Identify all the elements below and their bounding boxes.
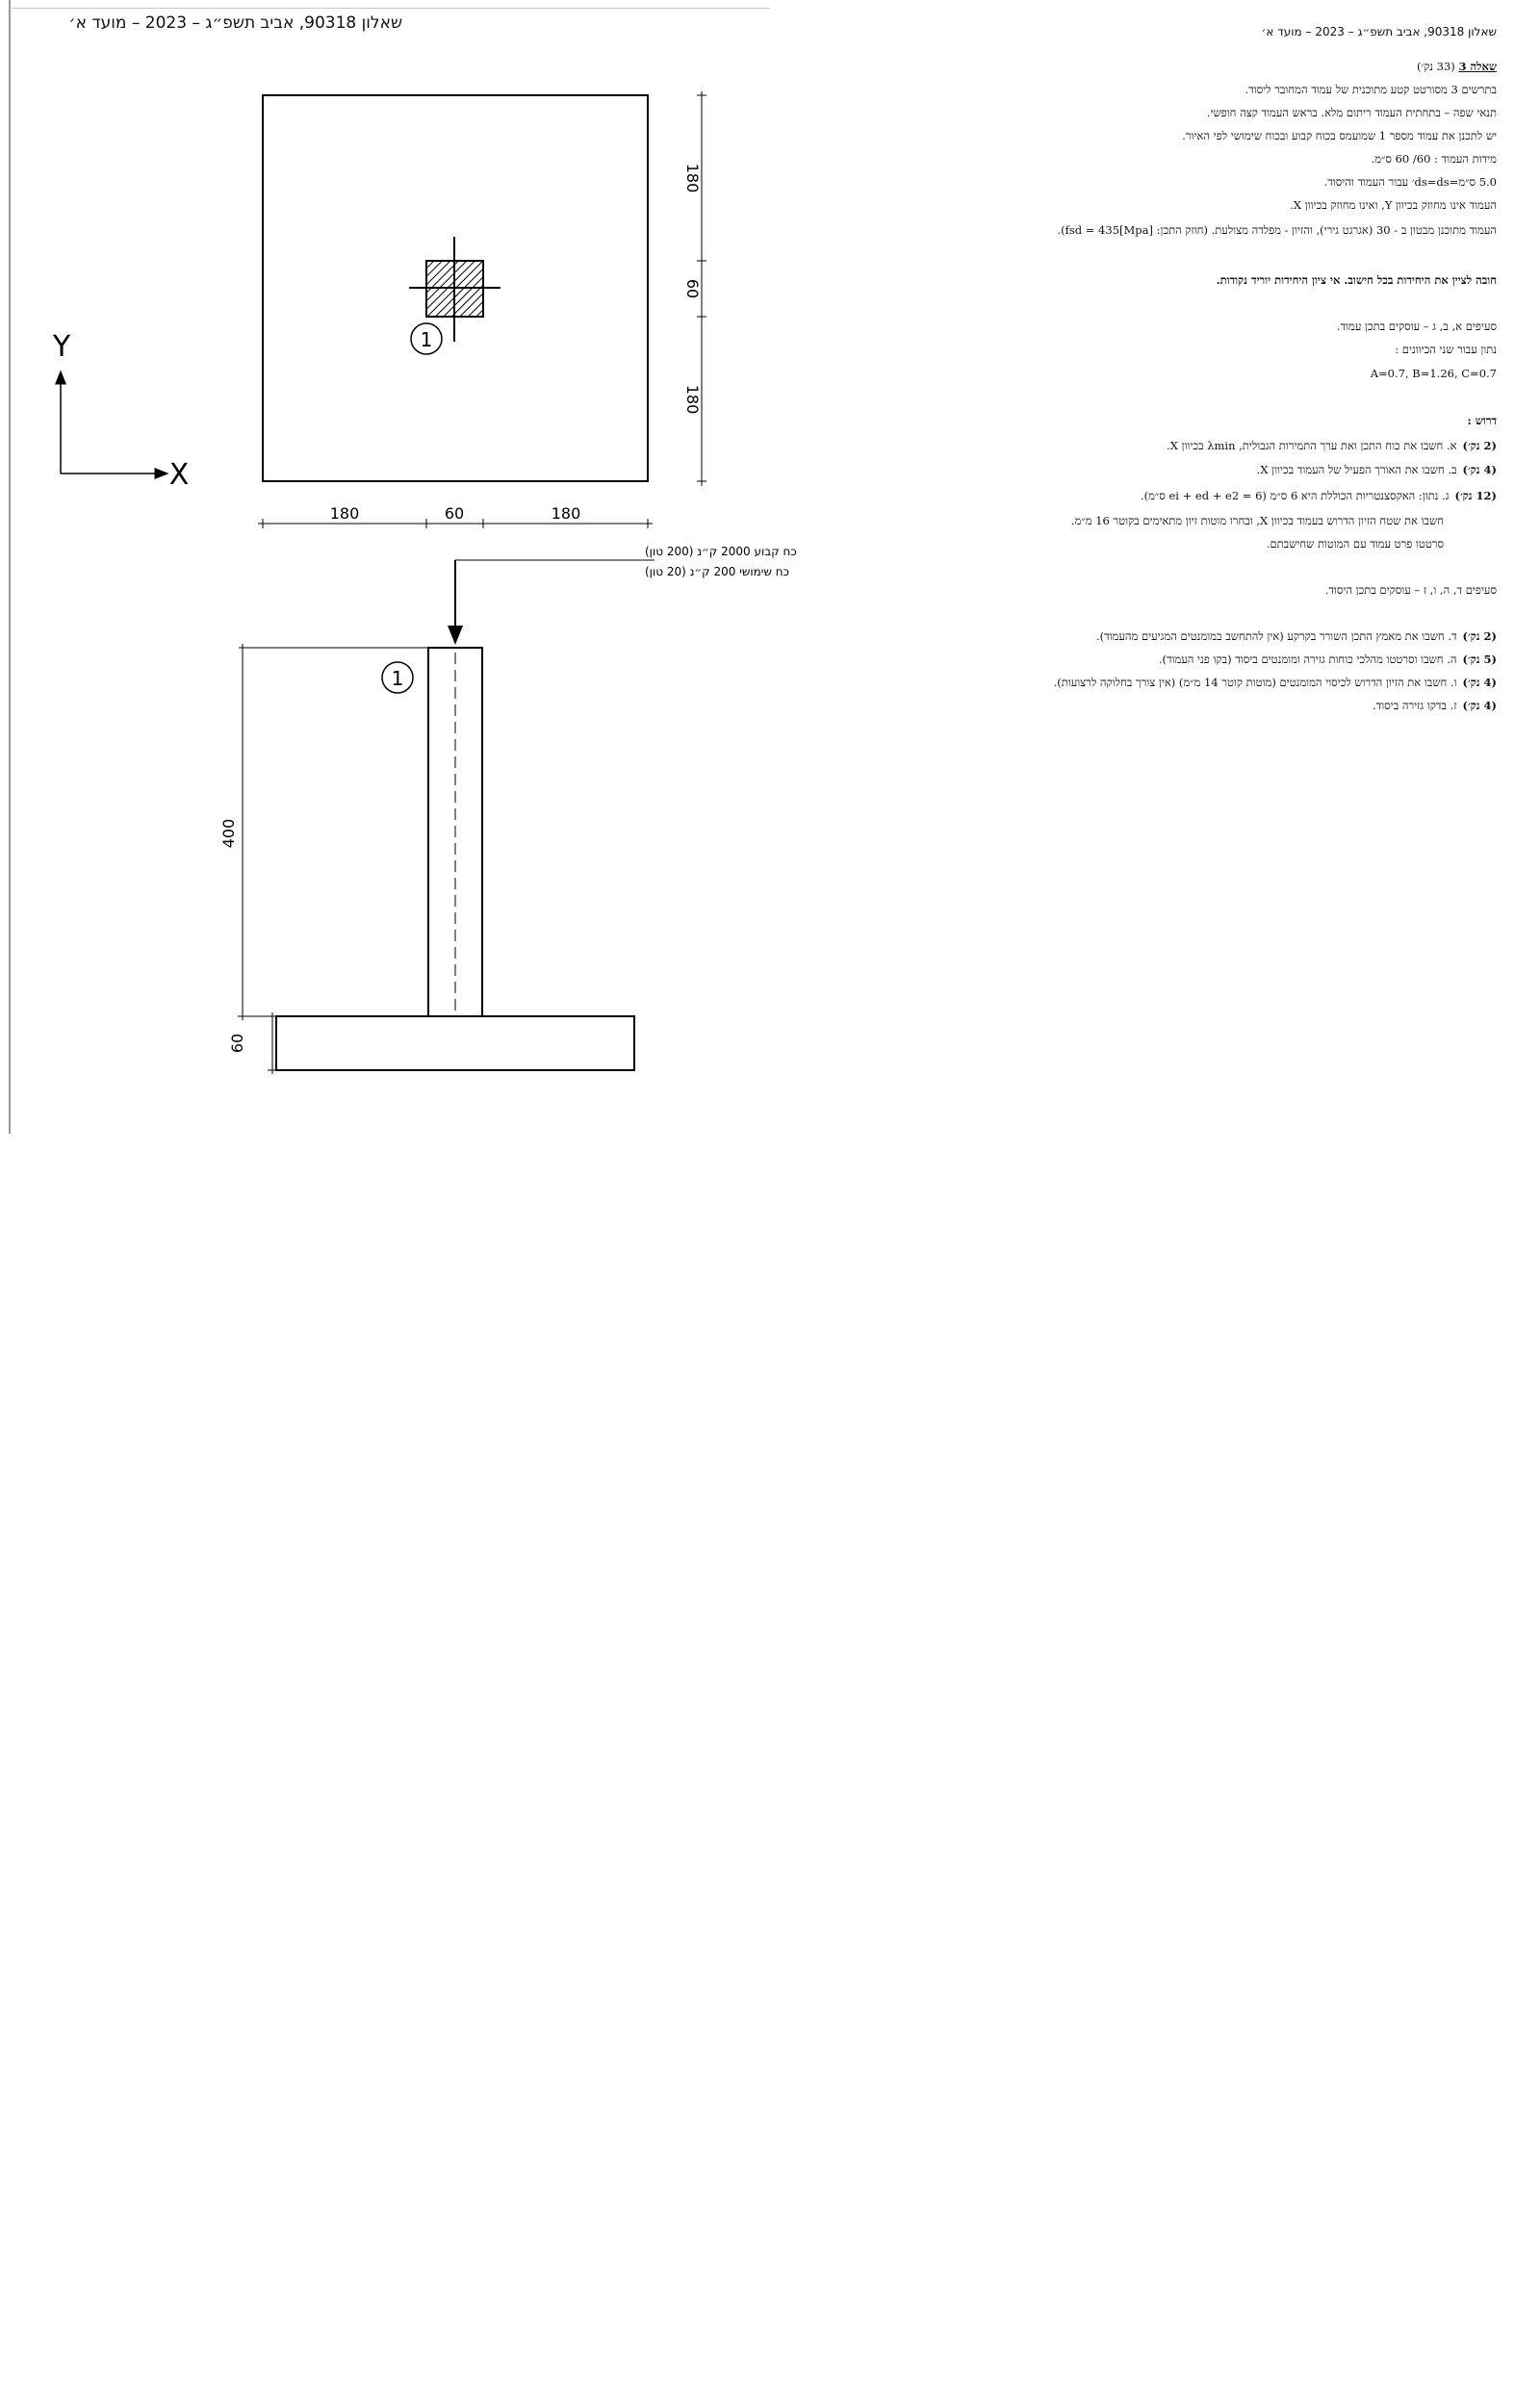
item-b-text: ב. חשבו את האורך הפעיל של העמוד בכיוון X. [1256, 463, 1457, 476]
question-title: שאלה 3 [1458, 60, 1497, 73]
drawing-canvas [0, 0, 797, 1136]
dim-bottom-left: 180 [329, 504, 360, 523]
item-g [1373, 699, 1497, 712]
item-e [1159, 653, 1497, 666]
item-f [1054, 676, 1497, 689]
dim-footing-height: 60 [228, 1033, 246, 1054]
question-title-line [1417, 60, 1497, 73]
item-c-cont-1: חשבו את שטח הזיון הדרוש בעמוד בכיוון X, ובחרו מוטות זיון מתאימים בקוטר 16 מ״מ. [1070, 514, 1444, 527]
item-g-text: ז. בדקו גזירה ביסוד. [1373, 699, 1457, 712]
item-a-points: (2 נק׳) [1462, 439, 1497, 452]
item-a-text: א. חשבו את כוח התכן ואת ערך התמירות הגבולית, λmin בכיוון X. [1167, 439, 1457, 452]
required-heading: דרוש : [1467, 414, 1497, 427]
intro-line-7: העמוד מתוכנן מבטון ב - 30 (אגרגט גירי), והזיון - מפלדה מצולעת. (חוזק התכן: fsd = 435[Mpa]). [1057, 223, 1497, 237]
dim-right-bottom: 180 [683, 384, 702, 415]
item-c-points: (12 נק׳) [1454, 489, 1497, 502]
intro-line-5: 5.0 ס״מ=ds=ds׳ עבור העמוד והיסוד. [1323, 175, 1497, 189]
item-e-text: ה. חשבו וסרטטו מהלכי כוחות גזירה ומומנטים ביסוד (בקו פני העמוד). [1158, 653, 1457, 666]
dim-bottom-mid: 60 [444, 504, 465, 523]
axes [52, 330, 189, 492]
live-load-label: כח שימושי 200 ק״נ (20 טון) [645, 565, 789, 578]
dim-right-top: 180 [683, 163, 702, 193]
item-d-text: ד. חשבו את מאמץ התכן השורר בקרקע (אין להתחשב במומנטים המגיעים מהעמוד). [1095, 629, 1457, 643]
item-f-text: ו. חשבו את הזיון הדרוש לכיסוי המומנטים (מוטות קוטר 14 מ״מ) (אין צורך בחלוקה לרצועות). [1053, 676, 1457, 689]
right-page-header: שאלון 90318, אביב תשפ״ג – 2023 – מועד א׳ [1261, 25, 1497, 38]
item-g-points: (4 נק׳) [1462, 699, 1497, 712]
item-c-cont-2: סרטטו פרט עמוד עם המוטות שחישבתם. [1266, 537, 1444, 550]
dim-right-mid: 60 [683, 278, 702, 299]
left-page-header: שאלון 90318, אביב תשפ״ג – 2023 – מועד א׳ [68, 13, 402, 33]
section-abc: סעיפים א, ב, ג – עוסקים בתכן עמוד. [1336, 320, 1497, 333]
section-defz: סעיפים ד, ה, ו, ז – עוסקים בתכן היסוד. [1324, 583, 1497, 597]
intro-line-2: תנאי שפה – בתחתית העמוד ריתום מלא. בראש העמוד קצה חופשי. [1206, 106, 1497, 119]
right-page [828, 0, 1502, 731]
column-tag-number-elev: 1 [391, 667, 404, 690]
item-b [1257, 463, 1497, 476]
given-values: A=0.7, B=1.26, C=0.7 [1370, 367, 1497, 380]
units-note: חובה לציין את היחידות בכל חישוב. אי ציון היחידות יוריד נקודות. [1216, 273, 1497, 287]
item-c-text: ג. נתון: האקסצנטריות הכוללת היא 6 ס״מ (ei + ed + e2 = 6 ס״מ). [1140, 489, 1450, 502]
item-e-points: (5 נק׳) [1462, 653, 1497, 666]
intro-line-1: בתרשים 3 מסורטט קטע מתוכנית של עמוד המחובר ליסוד. [1245, 83, 1497, 96]
question-points: (33 נק׳) [1416, 60, 1455, 73]
plan-view [258, 91, 706, 528]
item-d-points: (2 נק׳) [1462, 629, 1497, 643]
footing-elevation [276, 1016, 634, 1070]
given-both-directions: נתון עבור שני הכיוונים : [1395, 343, 1497, 356]
x-axis-label: X [168, 458, 190, 492]
y-axis-label: Y [52, 330, 71, 364]
item-a [1167, 439, 1497, 452]
left-page [0, 0, 797, 1136]
column-tag-number: 1 [420, 328, 433, 351]
item-d [1096, 629, 1497, 643]
dim-column-height: 400 [219, 818, 238, 849]
intro-line-4: מידות העמוד : 60/ 60 ס״מ. [1371, 152, 1497, 166]
dim-bottom-right: 180 [551, 504, 581, 523]
elevation-view [219, 545, 797, 1074]
item-f-points: (4 נק׳) [1462, 676, 1497, 689]
item-c [1141, 489, 1497, 502]
intro-line-3: יש לתכנן את עמוד מספר 1 שמועמס בכוח קבוע ובכוח שימושי לפי האיור. [1182, 129, 1497, 142]
item-b-points: (4 נק׳) [1462, 463, 1497, 476]
intro-line-6: העמוד אינו מחוזק בכיוון Y, ואינו מחוזק בכיוון X. [1290, 198, 1497, 212]
dead-load-label: כח קבוע 2000 ק״נ (200 טון) [645, 545, 797, 558]
